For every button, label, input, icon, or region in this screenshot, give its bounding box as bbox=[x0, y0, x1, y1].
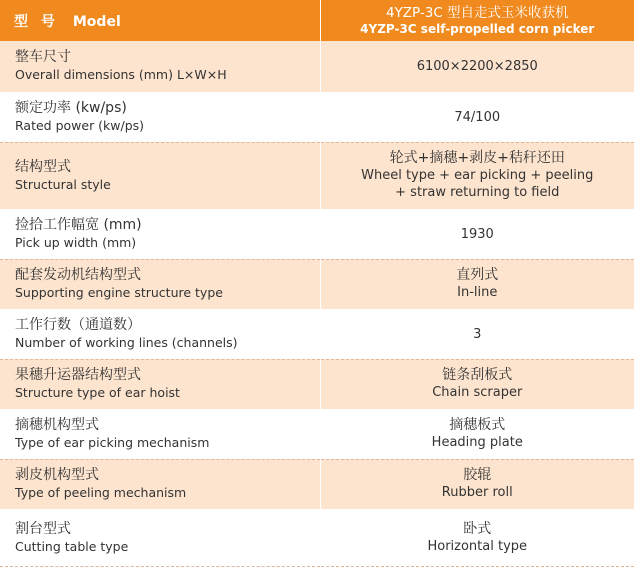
spec-label-zh: 捡拾工作幅宽 (mm) bbox=[15, 217, 142, 233]
spec-value-cell bbox=[320, 41, 634, 92]
spec-label-zh: 割台型式 bbox=[15, 520, 71, 537]
header-row bbox=[0, 0, 634, 41]
spec-label-en: Number of working lines (channels) bbox=[15, 335, 238, 350]
table-row bbox=[0, 259, 634, 309]
table-row bbox=[0, 41, 634, 92]
spec-value-line: Horizontal type bbox=[427, 538, 528, 554]
spec-value-line: 3 bbox=[473, 326, 482, 342]
table-row bbox=[0, 359, 634, 409]
table-row bbox=[0, 209, 634, 259]
spec-label-en: Structure type of ear hoist bbox=[15, 385, 180, 400]
table-row bbox=[0, 409, 634, 459]
spec-value-line: 轮式+摘穗+剥皮+秸秆还田 bbox=[389, 150, 565, 166]
spec-value-line: 1930 bbox=[460, 226, 494, 242]
spec-value-cell bbox=[320, 359, 634, 409]
header-model-en: Model bbox=[72, 13, 121, 30]
table-row bbox=[0, 459, 634, 509]
spec-label-cell bbox=[0, 41, 320, 92]
spec-value-line: + straw returning to field bbox=[395, 185, 560, 200]
spec-value-line: 直列式 bbox=[456, 267, 499, 283]
spec-label-en: Cutting table type bbox=[15, 538, 129, 554]
spec-label-cell bbox=[0, 409, 320, 459]
spec-label-zh: 结构型式 bbox=[15, 158, 71, 175]
spec-value-cell bbox=[320, 142, 634, 209]
header-model-cell bbox=[0, 0, 320, 41]
spec-label-zh: 果穗升运器结构型式 bbox=[15, 367, 141, 383]
spec-label-zh: 额定功率 (kw/ps) bbox=[15, 100, 127, 116]
spec-value-line: Rubber roll bbox=[441, 485, 513, 500]
spec-value-cell bbox=[320, 259, 634, 309]
spec-table-body bbox=[0, 41, 634, 566]
spec-value-cell bbox=[320, 459, 634, 509]
spec-label-zh: 整车尺寸 bbox=[15, 49, 71, 66]
spec-label-en: Pick up width (mm) bbox=[15, 235, 137, 250]
spec-label-en: Type of peeling mechanism bbox=[15, 485, 187, 500]
spec-label-cell bbox=[0, 259, 320, 309]
header-product-en: 4YZP-3C self-propelled corn picker bbox=[360, 21, 595, 36]
spec-label-zh: 摘穗机构型式 bbox=[15, 417, 99, 433]
spec-value-line: 链条刮板式 bbox=[442, 367, 513, 383]
spec-label-zh: 工作行数（通道数） bbox=[15, 317, 141, 333]
header-product-cell bbox=[320, 0, 634, 41]
spec-label-en: Supporting engine structure type bbox=[15, 285, 223, 300]
table-row bbox=[0, 92, 634, 142]
table-row bbox=[0, 509, 634, 566]
spec-label-en: Overall dimensions (mm) L×W×H bbox=[15, 67, 227, 83]
spec-value-cell bbox=[320, 92, 634, 142]
spec-label-en: Rated power (kw/ps) bbox=[15, 118, 145, 133]
spec-label-en: Type of ear picking mechanism bbox=[15, 435, 210, 450]
spec-label-zh: 配套发动机结构型式 bbox=[15, 267, 141, 283]
spec-value-cell bbox=[320, 209, 634, 259]
spec-value-line: In-line bbox=[457, 285, 498, 300]
spec-label-en: Structural style bbox=[15, 176, 111, 192]
spec-value-cell bbox=[320, 409, 634, 459]
spec-value-cell bbox=[320, 309, 634, 359]
spec-value-line: Chain scraper bbox=[432, 385, 523, 400]
spec-label-cell bbox=[0, 459, 320, 509]
spec-label-cell bbox=[0, 142, 320, 209]
spec-value-line: 胶辊 bbox=[463, 467, 492, 483]
spec-value-line: Heading plate bbox=[431, 435, 523, 450]
table-row bbox=[0, 309, 634, 359]
spec-value-cell bbox=[320, 509, 634, 566]
spec-value-line: 卧式 bbox=[463, 520, 492, 537]
spec-value-line: 74/100 bbox=[454, 109, 501, 125]
spec-value-line: Wheel type + ear picking + peeling bbox=[361, 168, 594, 183]
spec-label-zh: 剥皮机构型式 bbox=[15, 467, 99, 483]
spec-label-cell bbox=[0, 309, 320, 359]
spec-label-cell bbox=[0, 92, 320, 142]
spec-value-line: 6100×2200×2850 bbox=[416, 58, 538, 74]
spec-label-cell bbox=[0, 209, 320, 259]
header-product-zh: 4YZP-3C 型自走式玉米收获机 bbox=[385, 4, 569, 21]
header-model-zh: 型 号 bbox=[14, 13, 59, 30]
spec-label-cell bbox=[0, 509, 320, 566]
spec-value-line: 摘穗板式 bbox=[449, 417, 506, 433]
spec-label-cell bbox=[0, 359, 320, 409]
table-row bbox=[0, 142, 634, 209]
